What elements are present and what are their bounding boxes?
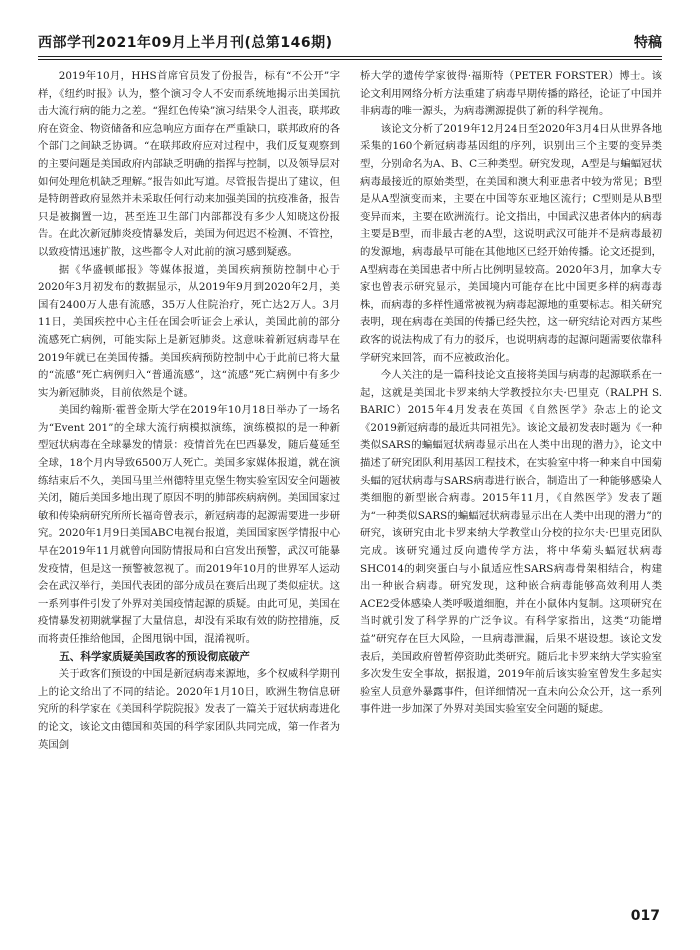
paragraph-continued: 桥大学的遗传学家彼得·福斯特（PETER FORSTER）博士。该论文利用网络分析方法重建了病毒早期传播的路径，论证了中国并非病毒的唯一源头，为病毒溯源提供了新的科学视角。 — [360, 70, 662, 118]
header-rule-thick — [38, 56, 662, 57]
paragraph: 该论文分析了2019年12月24日至2020年3月4日从世界各地采集的160个新冠病毒基因组的序列，识别出三个主要的变异类型，分别命名为A、B、C三种类型。研究发现，A型是与蝙蝠冠状病毒最接近的原始类型，在美国和澳大利亚患者中较为常见；B型是从A型演变而来，主要在中国等东亚地区流行；C型则是从B型变异而来，主要在欧洲流行。论文指出，中国武汉患者体内的病毒主要是B型，而非最古老的A型，这说明武汉可能并不是病毒最初的发源地，病毒最早可能在其他地区已经开始传播。论文还提到，A型病毒在美国患者中所占比例明显较高。2020年3月，加拿大专家也曾表示研究显示，美国境内可能存在比中国更多样的病毒毒株，而病毒的多样性通常被视为病毒起源地的重要标志。相关研究表明，现在病毒在美国的传播已经失控，这一研究结论对西方某些政客的说法构成了有力的驳斥，也说明病毒的起源问题需要依靠科学研究来回答，而不应被政治化。 — [360, 122, 662, 364]
paragraph: 2019年10月，HHS首席官员发了份报告，标有“不公开”字样，《纽约时报》认为，整个演习令人不安而系统地揭示出美国抗击大流行病的能力之差。“猩红色传染”演习结果令人沮丧，联邦政府在资金、物资储备和应急响应方面存在严重缺口，联邦政府的各个部门之间缺乏协调。“在联邦政府应对过程中，我们反复观察到的主要问题是美国政府内部缺乏明确的指挥与控制，以及领导层对如何处理危机缺乏理解。”报告如此写道。尽管报告提出了建议，但是特朗普政府显然并未采取任何行动来加强美国的抗疫准备，报告只是被搁置一边，甚至连卫生部门内部都没有多少人知晓这份报告。在此次新冠肺炎疫情暴发后，美国为何迟迟不检测、不管控，以致疫情迅速扩散，这些都令人对此前的演习感到疑惑。 — [38, 70, 340, 258]
paragraph: 据《华盛顿邮报》等媒体报道，美国疾病预防控制中心于2020年3月初发布的数据显示，从2019年9月到2020年2月，美国有2400万人患有流感，35万人住院治疗，死亡达2万人。3月11日，美国疾控中心主任在国会听证会上承认，美国此前的部分流感死亡病例，可能实际上是新冠肺炎。这意味着新冠病毒早在2019年就已在美国传播。美国疾病预防控制中心于此前已将大量的“流感”死亡病例归入“普通流感”，这“流感”死亡病例中有多少实为新冠肺炎，目前依然是个谜。 — [38, 263, 340, 399]
section-heading: 五、科学家质疑美国政客的预设彻底破产 — [59, 650, 250, 663]
paragraph: 美国约翰斯·霍普金斯大学在2019年10月18日举办了一场名为“Event 201”的全球大流行病模拟演练，演练模拟的是一种新型冠状病毒在全球暴发的情景：疫情首先在巴西暴发，随后蔓延至全球，18个月内导致6500万人死亡。美国多家媒体报道，就在演练结束后不久，美国马里兰州德特里克堡生物实验室因安全问题被关闭，随后美国多地出现了原因不明的肺部疾病病例。美国国家过敏和传染病研究所所长福奇曾表示，新冠病毒的起源需要进一步研究。2020年1月9日美国ABC电视台报道，美国国家医学情报中心早在2019年11月就曾向国防情报局和白宫发出预警，武汉可能暴发疫情，但是这一预警被忽视了。而2019年10月的世界军人运动会在武汉举行，美国代表团的部分成员在赛后出现了类似症状。这一系列事件引发了外界对美国疫情起源的质疑。由此可见，美国在疫情暴发初期就掌握了大量信息，却没有采取有效的防控措施，反而将责任推给他国，企图甩锅中国，混淆视听。 — [38, 404, 340, 645]
section-label: 特稿 — [634, 35, 662, 51]
paragraph: 今人关注的是一篇科技论文直接将美国与病毒的起源联系在一起，这就是美国北卡罗来纳大学教授拉尔夫·巴里克（RALPH S. BARIC）2015年4月发表在英国《自然医学》杂志上的论文《2019新冠病毒的最近共同祖先》。该论文最初发表时题为《一种类似SARS的蝙蝠冠状病毒显示出在人类中出现的潜力》，论文中描述了研究团队利用基因工程技术，在实验室中将一种来自中国菊头蝠的冠状病毒与SARS病毒进行嵌合，制造出了一种能够感染人类细胞的新型嵌合病毒。2015年11月，《自然医学》发表了题为“一种类似SARS的蝙蝠冠状病毒显示出在人类中出现的潜力”的研究，该研究由北卡罗来纳大学教堂山分校的拉尔夫·巴里克团队完成。该研究通过反向遗传学方法，将中华菊头蝠冠状病毒SHC014的刺突蛋白与小鼠适应性SARS病毒骨架相结合，构建出一种嵌合病毒。研究发现，这种嵌合病毒能够高效利用人类ACE2受体感染人类呼吸道细胞，并在小鼠体内复制。这项研究在当时就引发了科学界的广泛争议。有科学家指出，这类“功能增益”研究存在巨大风险，一旦病毒泄漏，后果不堪设想。该论文发表后，美国政府曾暂停资助此类研究。随后北卡罗来纳大学实验室多次发生安全事故，据报道，2019年前后该实验室曾发生多起实验室人员意外暴露事件，但详细情况一直未向公众公开，这一系列事件进一步加深了外界对美国实验室安全问题的疑虑。 — [360, 369, 662, 716]
left-column — [38, 68, 340, 896]
right-column — [360, 68, 662, 896]
header-rule-thin — [38, 59, 662, 60]
paragraph: 关于政客们预设的中国是新冠病毒来源地，多个权威科学期刊上的论文给出了不同的结论。2020年1月10日，欧洲生物信息研究所的科学家在《美国科学院院报》发表了一篇关于冠状病毒进化的论文，该论文由德国和英国的科学家团队共同完成，第一作者为英国剑 — [38, 668, 340, 751]
article-body — [38, 68, 662, 896]
journal-title: 西部学刊2021年09月上半月刊(总第146期) — [38, 35, 333, 51]
page-header — [38, 30, 662, 52]
page-number: 017 — [630, 908, 660, 924]
